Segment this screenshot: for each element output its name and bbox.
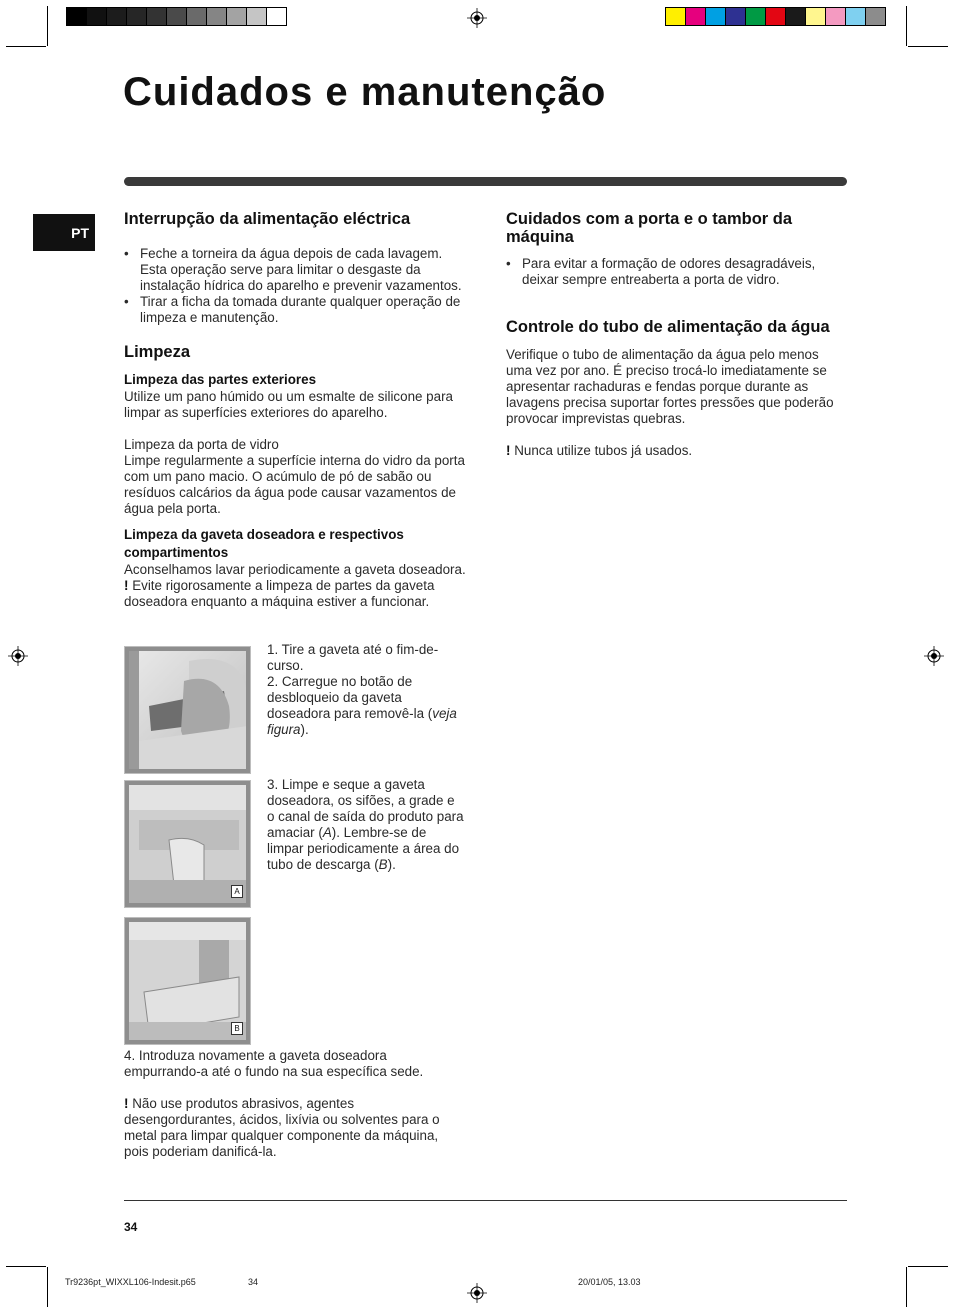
step-3-text: 3. Limpe e seque a gaveta doseadora, os sifões, a grade e o canal de saída do produto para amaciar ( [267,777,464,840]
paragraph-glass-door: Limpe regularmente a superfície interna do vidro da porta com um pano macio. O acúmulo de pó de sabão ou resíduos calcários da água pode causar vazamentos de água pela porta. [124,453,465,516]
power-bullet-list [124,246,466,326]
step-2-text-end: ). [300,722,309,737]
warning-text: Evite rigorosamente a limpeza de partes da gaveta doseadora enquanto a máquina estiver a funcionar. [124,578,435,609]
color-swatch [706,8,726,25]
color-swatch [846,8,866,25]
step-2-text: 2. Carregue no botão de desbloqueio da gaveta doseadora para removê-la ( [267,674,433,721]
crop-mark [6,46,46,47]
crop-mark [908,46,948,47]
step-3-ref-b: B [378,857,388,872]
crop-mark [47,1267,48,1307]
page-title: Cuidados e manutenção [123,70,607,114]
registration-mark-icon [8,646,28,666]
door-bullet-list [506,256,846,288]
color-swatch [127,8,147,25]
slug-page: 34 [248,1277,259,1287]
color-swatch [267,8,286,25]
section-heading-hose: Controle do tubo de alimentação da água [506,318,830,336]
registration-mark-icon [467,8,487,28]
photo-drain-area [124,917,251,1045]
color-swatch [167,8,187,25]
crop-mark [6,1266,46,1267]
left-column [124,210,466,610]
section-heading-door-drum: Cuidados com a porta e o tambor da máquina [506,210,793,246]
color-swatch [187,8,207,25]
step-4: 4. Introduza novamente a gaveta doseadora empurrando-a até o fundo na sua específica sede. [124,1048,424,1079]
photo-dispenser-compartments [124,780,251,908]
list-item: • Para evitar a formação de odores desagradáveis, deixar sempre entreaberta a porta de vidro. [506,256,846,288]
warning-icon: ! [124,1096,129,1111]
slug-datetime: 20/01/05, 13.03 [578,1277,641,1287]
warning-text: Não use produtos abrasivos, agentes desengordurantes, ácidos, lixívia ou solventes para o metal para limpar qualquer componente da máquina, pois poderiam danificá-la. [124,1096,440,1159]
crop-mark [908,1266,948,1267]
step-2-figure-ref: veja figura [267,706,457,737]
crop-mark [906,1267,907,1307]
crop-mark [906,6,907,46]
color-calibration-bar [665,7,886,26]
title-rule [124,177,847,186]
photo-label-a: A [231,885,243,898]
color-swatch [806,8,826,25]
subheading-dispenser: Limpeza da gaveta doseadora e respectivos compartimentos [124,527,404,560]
color-swatch [227,8,247,25]
subheading-exterior: Limpeza das partes exteriores [124,372,317,387]
warning-text: Nunca utilize tubos já usados. [514,443,693,458]
paragraph-exterior: Utilize um pano húmido ou um esmalte de silicone para limpar as superfícies exteriores do aparelho. [124,389,453,420]
page-number: 34 [124,1220,138,1234]
color-swatch [866,8,885,25]
step-3-text-end: ). [387,857,396,872]
warning-icon: ! [506,443,511,458]
paragraph-hose: Verifique o tubo de alimentação da água pelo menos uma vez por ano. É preciso trocá-lo imediatamente se apresentar rachaduras e fendas porque durante as lavagens precisa suportar fortes pressões que poderão provocar imprevistas quebras. [506,347,834,426]
section-heading-cleaning: Limpeza [124,343,191,361]
subheading-glass-door: Limpeza da porta de vidro [124,437,279,452]
color-swatch [746,8,766,25]
color-swatch [147,8,167,25]
crop-mark [47,6,48,46]
step-4-block [124,1048,454,1160]
right-column [506,210,846,459]
steps-1-2 [267,642,465,738]
slug-filename: Tr9236pt_WIXXL106-Indesit.p65 [65,1277,196,1287]
warning-dispenser [124,578,466,610]
registration-mark-icon [924,646,944,666]
step-2 [267,674,465,738]
photo-dispenser-drawer [124,646,251,774]
list-item: • Feche a torneira da água depois de cada lavagem. Esta operação serve para limitar o desgaste da instalação hídrica do aparelho e prevenir vazamentos. [124,246,466,294]
color-swatch [247,8,267,25]
list-item: • Tirar a ficha da tomada durante qualquer operação de limpeza e manutenção. [124,294,466,326]
color-swatch [686,8,706,25]
color-swatch [726,8,746,25]
warning-icon: ! [124,578,129,593]
color-swatch [766,8,786,25]
color-swatch [87,8,107,25]
language-tab: PT [33,214,95,251]
footer-rule [124,1200,847,1201]
color-swatch [107,8,127,25]
color-swatch [826,8,846,25]
warning-hose [506,443,846,459]
color-swatch [786,8,806,25]
paragraph-dispenser: Aconselhamos lavar periodicamente a gaveta doseadora. [124,562,466,577]
grayscale-calibration-bar [66,7,287,26]
color-swatch [666,8,686,25]
section-heading-power: Interrupção da alimentação eléctrica [124,210,411,228]
final-warning [124,1096,454,1160]
step-3-block [267,777,465,873]
step-3-text-mid: ). Lembre-se de limpar periodicamente a área do tubo de descarga ( [267,825,460,872]
photo-label-b: B [231,1022,243,1035]
step-3-ref-a: A [322,825,332,840]
color-swatch [207,8,227,25]
registration-mark-icon [467,1283,487,1303]
step-3 [267,777,465,873]
color-swatch [67,8,87,25]
step-1: 1. Tire a gaveta até o fim-de-curso. [267,642,439,673]
